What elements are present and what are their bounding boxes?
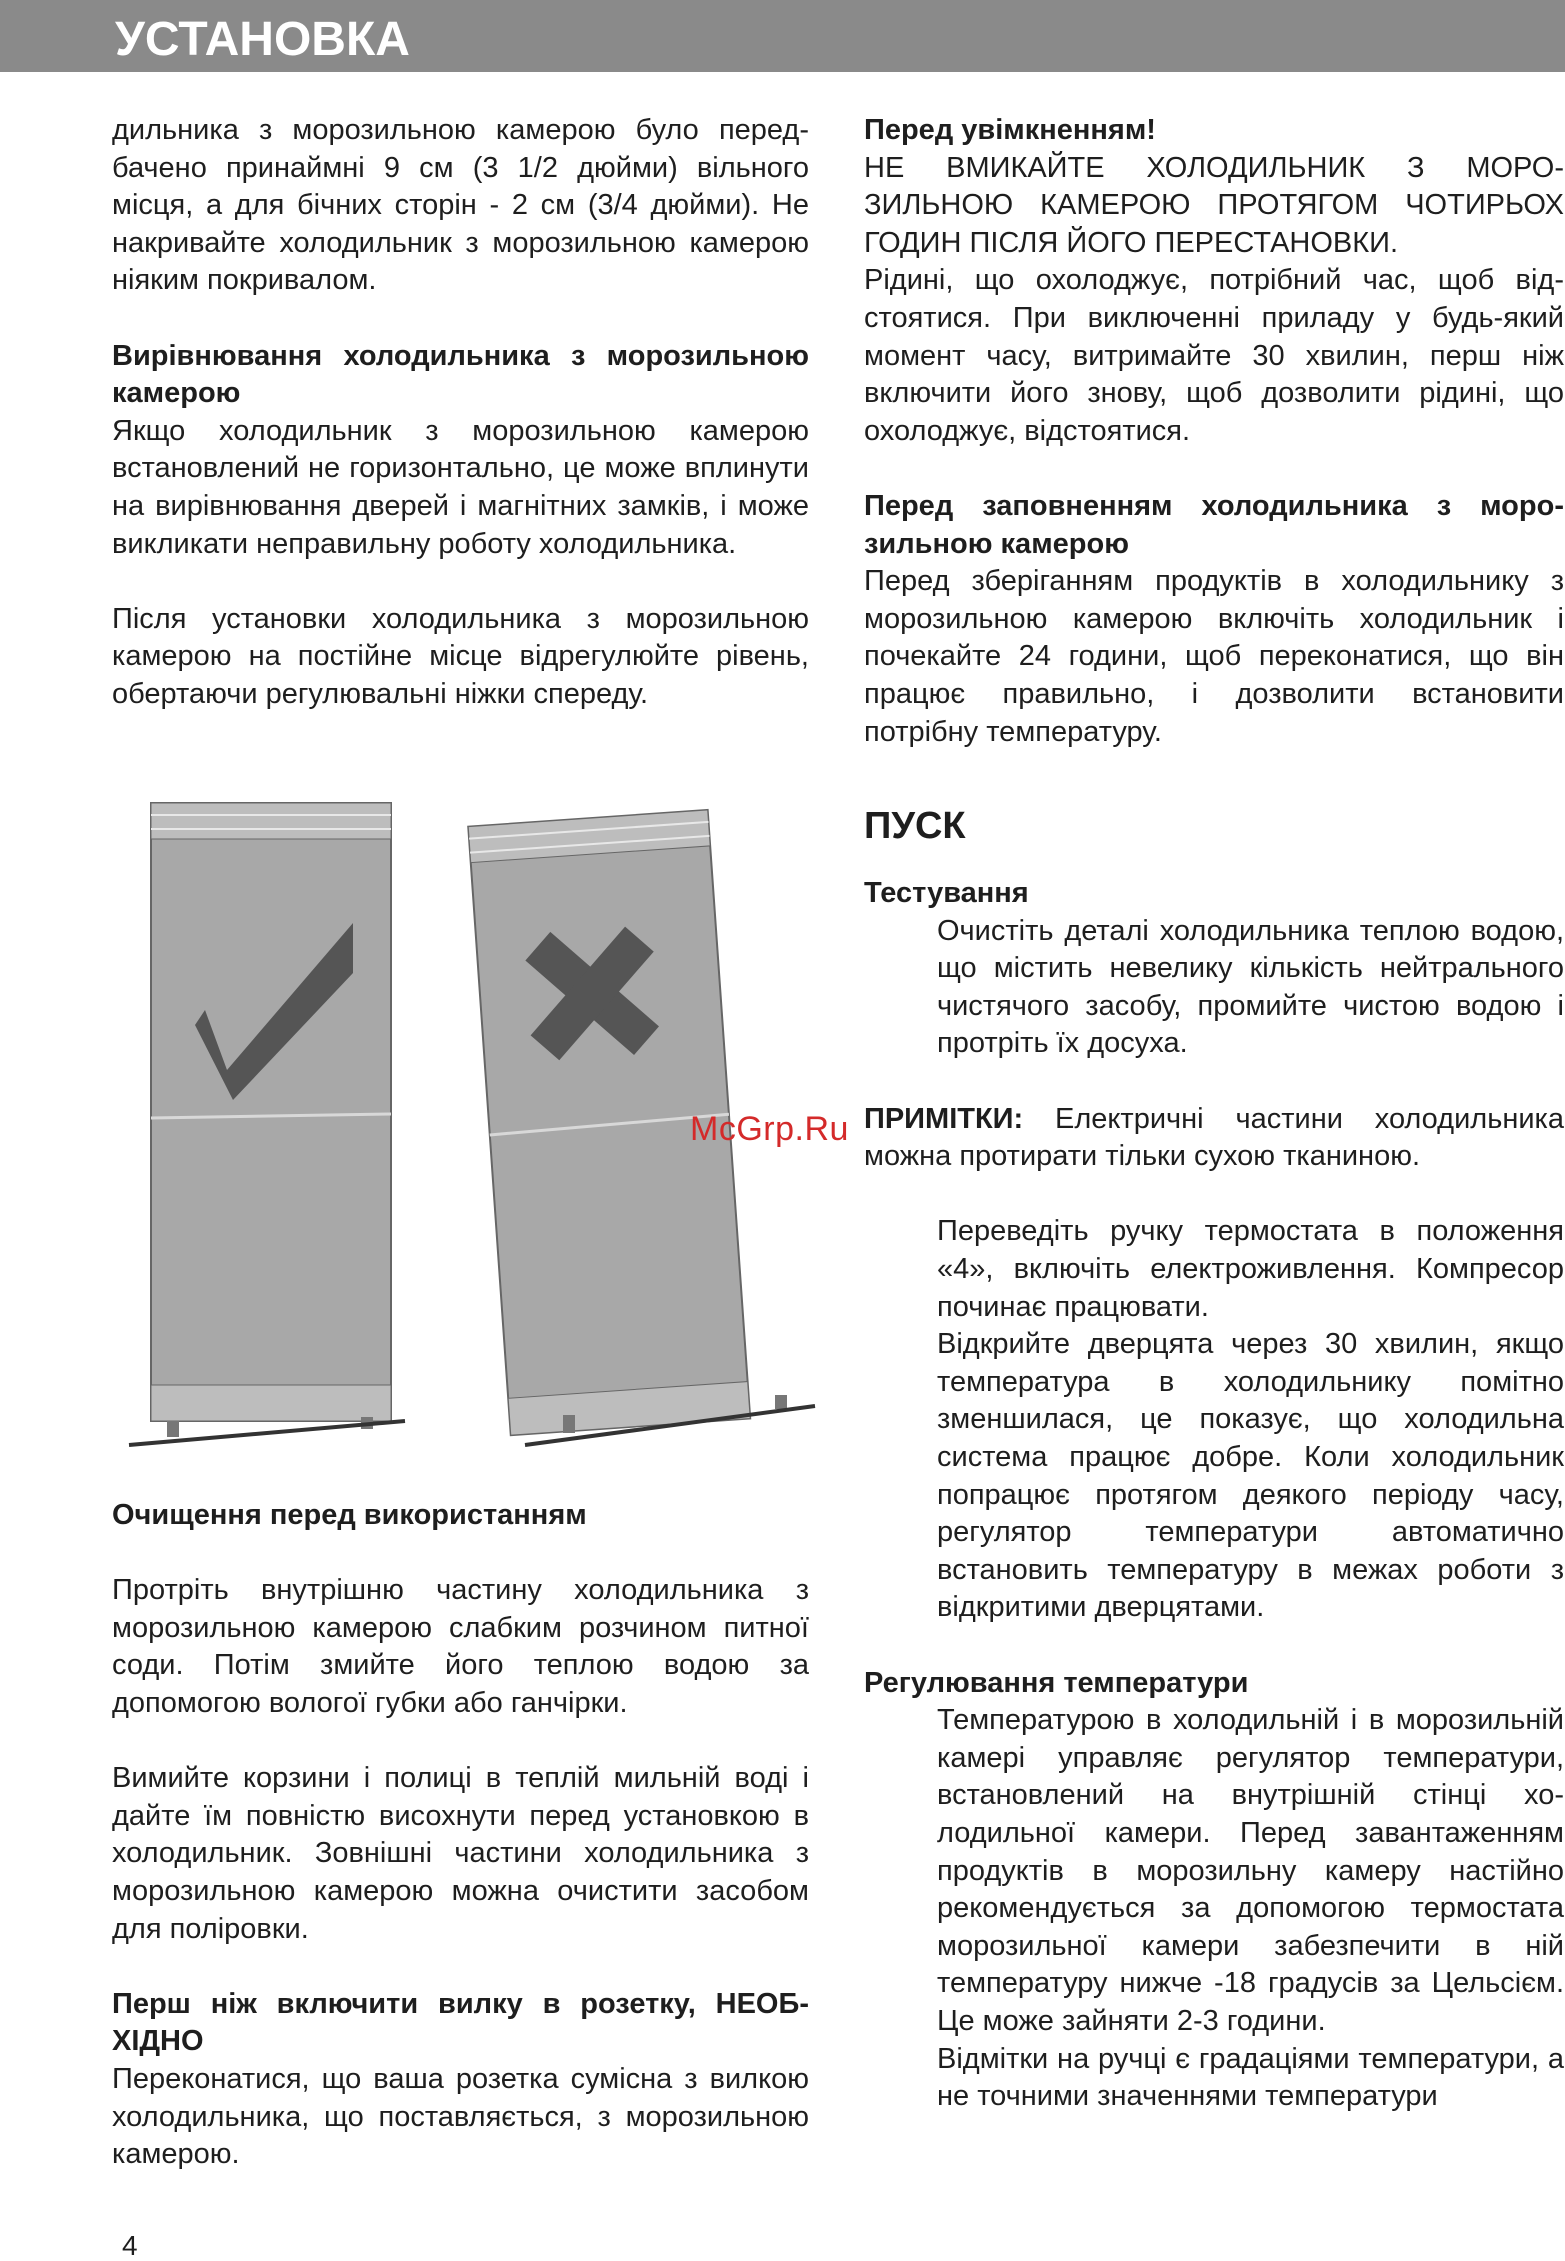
temperature-heading: Регулювання температури — [864, 1666, 1249, 1699]
right-column — [864, 112, 1564, 2116]
intro-paragraph: дильника з морозильною камерою було передбачено принаймні 9 см (3 1/2 дюйми) вільного місця, а для бічних сторін - 2 см (3/4 дюйми). Не накривайте холодильник з морозильною камерою ніяким покривалом. — [112, 114, 809, 297]
leveling-paragraph: Якщо холодильник з морозильною камерою встановлений не горизонтально, це може вплинути на вирівнювання дверей і магнітних замків, і може викликати неправильну роботу холодильника. — [112, 414, 809, 560]
leveling-paragraph-2: Після установки холодильника з морозильною камерою на постійне місце відрегулюйте рівень, обертаючи регулювальні ніжки спереду. — [112, 602, 809, 710]
testing-heading: Тестування — [864, 877, 1029, 910]
level-fridge — [129, 803, 405, 1445]
before-on-heading: Перед увімкненням! — [864, 114, 1156, 146]
notes-paragraph — [864, 1101, 1564, 1176]
page-number: 4 — [122, 2230, 138, 2261]
before-fill-paragraph: Перед зберіганням продуктів в холодильнику з морозильною камерою включіть холодильник і почекайте 24 години, щоб переконатися, що він працює правильно, і дозволити встановити потрібну температуру. — [864, 565, 1564, 748]
temperature-paragraph: Температурою в холодильній і в морозильній камері управляє регулятор температури, встановлений на внутрішній стінці холодильної камери. Перед завантаженням продуктів в морозильну камеру настійно рекомендується за допомогою термостата морозильної камери забезпечити в ній температуру нижче -18 градусів за Цельсієм. Це може зайняти 2-3 години. — [937, 1704, 1564, 2037]
plug-paragraph: Переконатися, що ваша розетка сумісна з вилкою холодильника, що поставляється, з морозильною камерою. — [112, 2062, 809, 2171]
plug-heading: Перш ніж включити вилку в розетку, НЕОБХІДНО — [112, 1987, 809, 2058]
before-on-warning: НЕ ВМИКАЙТЕ ХОЛОДИЛЬНИК З МОРОЗИЛЬНОЮ КАМЕРОЮ ПРОТЯГОМ ЧОТИРЬОХ ГОДИН ПІСЛЯ ЙОГО ПЕРЕСТАНОВКИ. — [864, 151, 1564, 259]
page-title: УСТАНОВКА — [115, 13, 410, 66]
cleaning-heading: Очищення перед використанням — [112, 1499, 587, 1531]
before-fill-heading: Перед заповненням холодильника з морозильною камерою — [864, 489, 1564, 560]
notes-text: Електричні частини холодильника можна протирати тільки сухою тканиною. — [864, 1102, 1564, 1173]
notes-label: ПРИМІТКИ: — [864, 1102, 1024, 1135]
cleaning-paragraph: Протріть внутрішню частину холодильника з морозильною камерою слабким розчином питної соди. Потім змийте його теплою водою за допомогою вологої губки або ганчірки. — [112, 1574, 809, 1719]
cleaning-paragraph-2: Вимийте корзини і полиці в теплій мильній воді і дайте їм повністю висохнути перед установкою в холодильник. Зовнішні частини холодильника з морозильною камерою можна очистити засобом для поліровки. — [112, 1762, 809, 1945]
testing-paragraph: Очистіть деталі холодильника теплою водою, що містить невелику кількість нейтрального чистячого засобу, промийте чистою водою і протріть їх досуха. — [937, 914, 1564, 1060]
marks-paragraph: Відмітки на ручці є градаціями температури, а не точними значеннями температури — [937, 2042, 1564, 2113]
left-column-top — [112, 112, 809, 714]
before-on-paragraph: Рідині, що охолоджує, потрібний час, щоб відстоятися. При виключенні приладу у будь-який момент часу, витримайте 30 хвилин, перш ніж включити його знову, щоб дозволити рідині, що охолоджує, відстоятися. — [864, 264, 1564, 447]
start-section-title: ПУСК — [864, 805, 966, 848]
watermark: McGrp.Ru — [690, 1110, 849, 1148]
thermostat-paragraph: Переведіть ручку термостата в положення «4», включіть електроживлення. Компресор починає працювати. — [937, 1215, 1564, 1323]
left-column-bottom — [112, 1497, 809, 2174]
door-paragraph: Відкрийте дверцята через 30 хвилин, якщо температура в холодильнику помітно зменшилася, це показує, що холодильна система працює добре. Коли холодильник попрацює протягом деякого періоду часу, регулятор температури автоматично встановить температуру в межах роботи з відкритими дверцятами. — [937, 1328, 1564, 1624]
leveling-heading: Вирівнювання холодильника з морозильною камерою — [112, 339, 809, 410]
